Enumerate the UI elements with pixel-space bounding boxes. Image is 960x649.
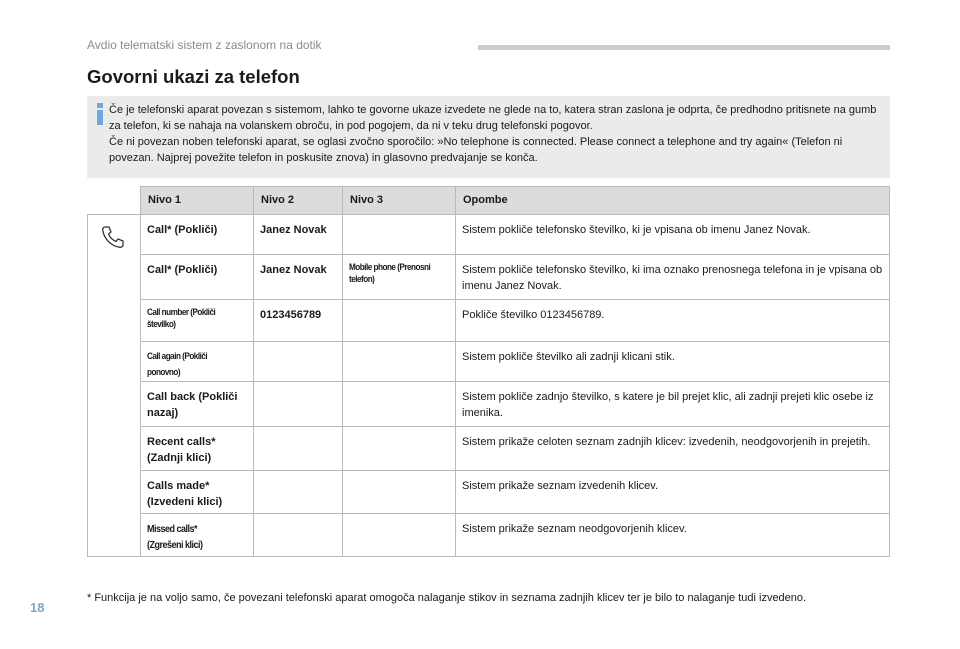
cell-level2 [254, 382, 343, 427]
header-notes: Opombe [456, 187, 890, 215]
cell-notes: Sistem pokliče telefonsko številko, ki je vpisana ob imenu Janez Novak. [456, 215, 890, 255]
cell-level3 [343, 215, 456, 255]
cell-notes: Pokliče številko 0123456789. [456, 300, 890, 342]
cell-level3 [343, 255, 456, 300]
header-rule [478, 45, 890, 50]
cell-level2 [254, 471, 343, 514]
cell-notes: Sistem pokliče zadnjo številko, s katere je bil prejet klic, ali zadnji prejeti klic osebe iz imenika. [456, 382, 890, 427]
cell-level2 [254, 427, 343, 471]
info-icon [95, 103, 105, 125]
cell-level3 [343, 427, 456, 471]
voice-commands-table [87, 186, 890, 557]
cell-level1: Call* (Pokliči) [141, 215, 254, 255]
cell-level2: Janez Novak [254, 255, 343, 300]
cell-level1-text: Missed calls* (Zgrešeni klici) [147, 523, 203, 551]
table-row [88, 255, 890, 300]
cell-notes: Sistem prikaže seznam izvedenih klicev. [456, 471, 890, 514]
cell-level2 [254, 342, 343, 382]
header-level2: Nivo 2 [254, 187, 343, 215]
cell-level1-text: Call number (Pokliči številko) [147, 307, 216, 330]
info-paragraph-not-connected: Če ni povezan noben telefonski aparat, se oglasi zvočno sporočilo: »No telephone is connected. Please connect a telephone and try again« (Telefon ni povezan. Najprej povežite telefon in poskusite znova) in glasovno predvajanje se konča. [109, 136, 843, 164]
cell-level3 [343, 300, 456, 342]
cell-level1-text: Call again (Pokliči ponovno) [147, 351, 208, 378]
cell-level2: 0123456789 [254, 300, 343, 342]
table-row [88, 427, 890, 471]
cell-notes: Sistem prikaže seznam neodgovorjenih klicev. [456, 514, 890, 557]
cell-level2 [254, 514, 343, 557]
footnote: * Funkcija je na voljo samo, če povezani telefonski aparat omogoča nalaganje stikov in seznama zadnjih klicev ter je bilo to nalaganje tudi izvedeno. [87, 592, 807, 604]
info-box [87, 96, 890, 178]
table-row [88, 300, 890, 342]
header-level1: Nivo 1 [141, 187, 254, 215]
cell-level3 [343, 382, 456, 427]
cell-level1 [141, 342, 254, 382]
table-row [88, 471, 890, 514]
cell-level1: Call back (Pokliči nazaj) [141, 382, 254, 427]
table-row [88, 382, 890, 427]
cell-notes: Sistem pokliče telefonsko številko, ki ima oznako prenosnega telefona in je vpisana ob imenu Janez Novak. [456, 255, 890, 300]
table-row [88, 215, 890, 255]
cell-level1 [141, 514, 254, 557]
table-row [88, 342, 890, 382]
page-number: 18 [30, 600, 45, 615]
table-header-row [88, 187, 890, 215]
cell-notes: Sistem prikaže celoten seznam zadnjih klicev: izvedenih, neodgovorjenih in prejetih. [456, 427, 890, 471]
header-blank-cell [88, 187, 141, 215]
phone-icon [100, 224, 126, 250]
info-paragraph-connected: Če je telefonski aparat povezan s sistemom, lahko te govorne ukaze izvedete ne glede na to, katera stran zaslona je odprta, če predhodno pritisnete na gumb za telefon, ki se nahaja na volanskem obroču, in pod pogojem, da ni v teku drug telefonski pogovor. [109, 104, 877, 132]
cell-notes: Sistem pokliče številko ali zadnji klicani stik. [456, 342, 890, 382]
cell-level3 [343, 471, 456, 514]
header-level3: Nivo 3 [343, 187, 456, 215]
icon-cell [88, 215, 141, 557]
cell-level3 [343, 342, 456, 382]
cell-level1 [141, 300, 254, 342]
running-header: Avdio telematski sistem z zaslonom na dotik [87, 38, 322, 52]
cell-level2: Janez Novak [254, 215, 343, 255]
cell-level3-text: Mobile phone (Prenosni telefon) [349, 262, 431, 285]
info-text [109, 102, 879, 166]
cell-level1: Recent calls* (Zadnji klici) [141, 427, 254, 471]
section-title: Govorni ukazi za telefon [87, 66, 300, 87]
cell-level1: Calls made* (Izvedeni klici) [141, 471, 254, 514]
table-row [88, 514, 890, 557]
cell-level3 [343, 514, 456, 557]
cell-level1: Call* (Pokliči) [141, 255, 254, 300]
